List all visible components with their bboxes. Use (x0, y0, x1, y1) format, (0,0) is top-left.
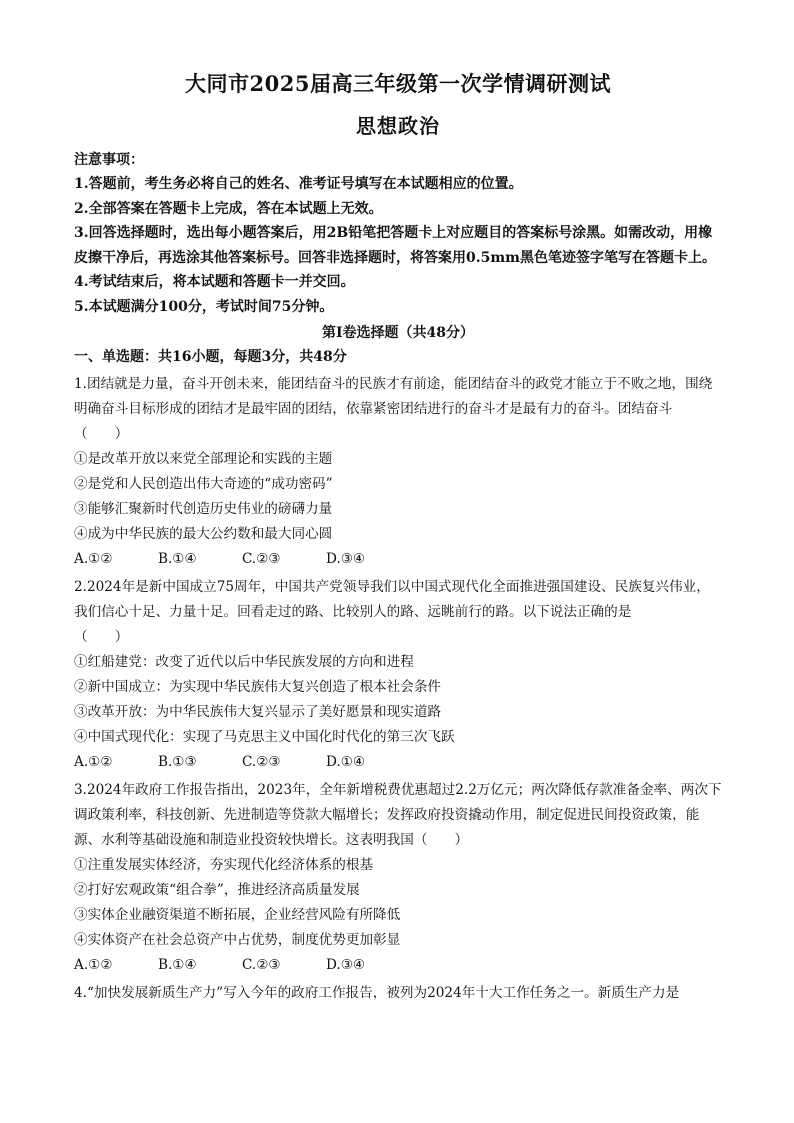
answer-choices (74, 547, 722, 572)
exam-title: 大同市2025届高三年级第一次学情调研测试 (185, 71, 611, 96)
question-stem: 2.2024年是新中国成立75周年，中国共产党领导我们以中国式现代化全面推进强国建设、民族复兴伟业，我们信心十足、力量十足。回看走过的路、比较别人的路、远眺前行的路。以下说法正确的是 (74, 579, 710, 620)
choice-c: C.②③ (242, 551, 281, 567)
question-1 (74, 372, 722, 572)
choice-d: D.①④ (326, 754, 366, 770)
option-statement: ③实体企业融资渠道不断拓展，企业经营风险有所降低 (74, 907, 401, 923)
option-statement: ②打好宏观政策“组合拳”，推进经济高质量发展 (74, 882, 360, 898)
option-statement: ③能够汇聚新时代创造历史伟业的磅礴力量 (74, 501, 333, 517)
choice-b: B.①③ (158, 754, 197, 770)
answer-choices (74, 953, 722, 978)
choice-b: B.①④ (158, 551, 197, 567)
option-statement: ②新中国成立：为实现中华民族伟大复兴创造了根本社会条件 (74, 679, 442, 695)
choice-c: C.②③ (242, 957, 281, 973)
option-statement: ①是改革开放以来党全部理论和实践的主题 (74, 451, 333, 467)
notice-item-3: 3.回答选择题时，选出每小题答案后，用2B铅笔把答题卡上对应题目的答案标号涂黑。如需改动，用橡皮擦干净后，再选涂其他答案标号。回答非选择题时，将答案用0.5mm黑色笔迹签字笔写在答题卡上。 (74, 225, 716, 266)
choice-b: B.①④ (158, 957, 197, 973)
choice-a: A.①② (74, 957, 113, 973)
notice-heading: 注意事项： (74, 152, 144, 168)
option-statement: ③改革开放：为中华民族伟大复兴显示了美好愿景和现实道路 (74, 704, 442, 720)
section-title: 第Ⅰ卷选择题（共48分） (321, 325, 475, 341)
option-statement: ④中国式现代化：实现了马克思主义中国化时代化的第三次飞跃 (74, 729, 455, 745)
option-statement: ④成为中华民族的最大公约数和最大同心圆 (74, 526, 333, 542)
question-4 (74, 981, 722, 1006)
choice-c: C.②③ (242, 754, 281, 770)
section-subtitle: 一、单选题：共16小题，每题3分，共48分 (74, 349, 347, 365)
exam-subject: 思想政治 (356, 114, 440, 138)
option-statement: ②是党和人民创造出伟大奇迹的“成功密码” (74, 476, 333, 492)
notice-item-4: 4.考试结束后，将本试题和答题卡一并交回。 (74, 274, 355, 290)
answer-choices (74, 750, 722, 775)
choice-a: A.①② (74, 754, 113, 770)
question-2 (74, 575, 722, 775)
question-stem: 4.“加快发展新质生产力”写入今年的政府工作报告，被列为2024年十大工作任务之一。新质生产力是 (74, 985, 680, 1001)
notice-item-2: 2.全部答案在答题卡上完成，答在本试题上无效。 (74, 200, 383, 217)
notice-item-5: 5.本试题满分100分，考试时间75分钟。 (74, 298, 334, 315)
option-statement: ④实体资产在社会总资产中占优势，制度优势更加彰显 (74, 932, 401, 948)
choice-d: D.③④ (326, 957, 366, 973)
question-stem: 3.2024年政府工作报告指出，2023年，全年新增税费优惠超过2.2万亿元；两次降低存款准备金率、两次下调政策利率，科技创新、先进制造等贷款大幅增长；发挥政府投资撬动作用，制定促进民间投资政策，能源、水利等基础设施和制造业投资较快增长。这表明我国（ ） (74, 782, 722, 848)
notice-item-1: 1.答题前，考生务必将自己的姓名、准考证号填写在本试题相应的位置。 (74, 176, 523, 192)
question-stem: 1.团结就是力量，奋斗开创未来，能团结奋斗的民族才有前途，能团结奋斗的政党才能立于不败之地，围绕明确奋斗目标形成的团结才是最牢固的团结，依靠紧密团结进行的奋斗才是最有力的奋斗。团结奋斗 (74, 376, 713, 417)
option-statement: ①注重发展实体经济，夯实现代化经济体系的根基 (74, 857, 374, 873)
choice-a: A.①② (74, 551, 113, 567)
answer-paren: （ ） (74, 629, 129, 645)
answer-paren: （ ） (74, 426, 129, 442)
choice-d: D.③④ (326, 551, 366, 567)
question-3 (74, 778, 722, 978)
option-statement: ①红船建党：改变了近代以后中华民族发展的方向和进程 (74, 654, 414, 670)
